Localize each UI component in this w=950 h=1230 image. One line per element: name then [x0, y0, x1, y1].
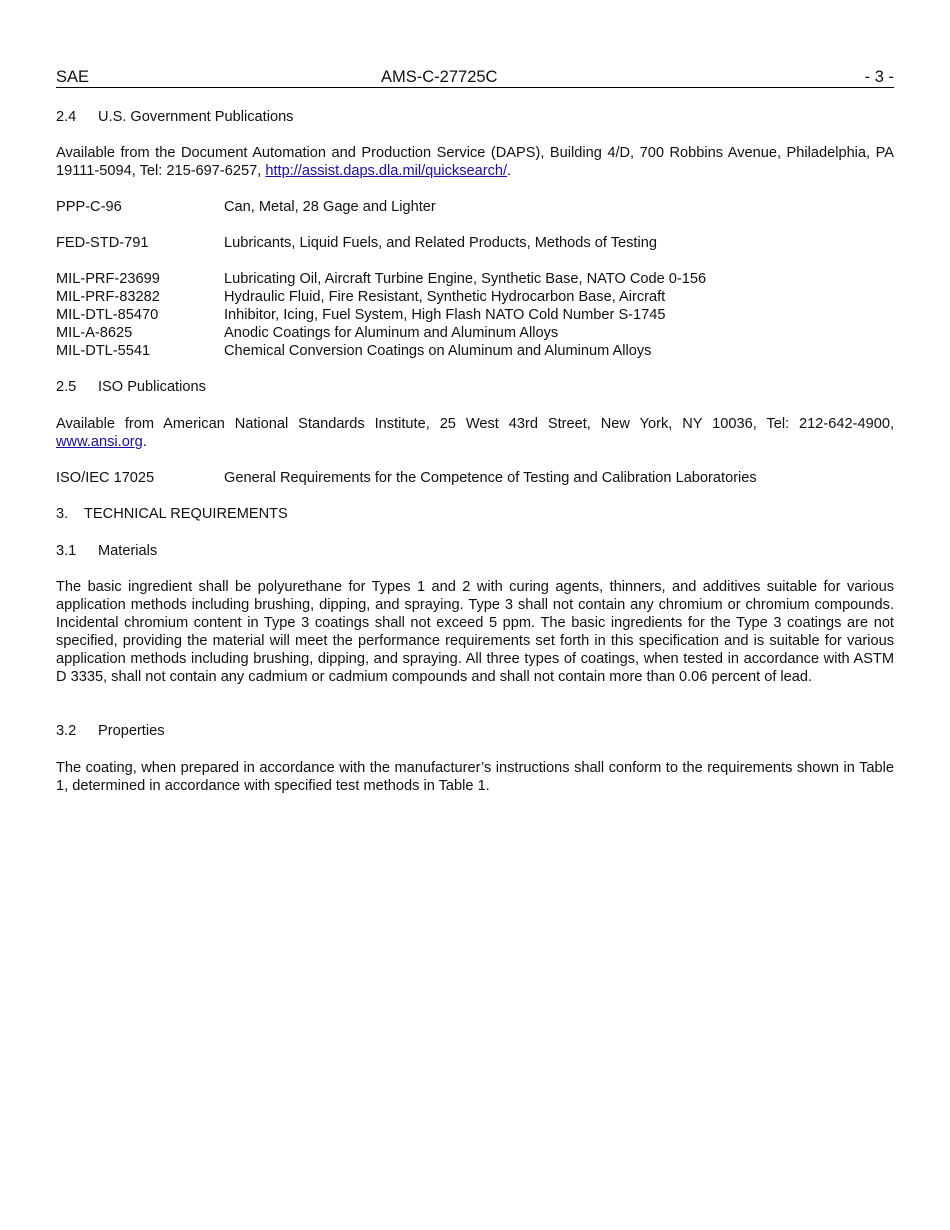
reference-title: Hydraulic Fluid, Fire Resistant, Synthetic Hydrocarbon Base, Aircraft [224, 289, 666, 305]
reference-title: Anodic Coatings for Aluminum and Aluminum Alloys [224, 325, 559, 341]
reference-code: MIL-PRF-83282 [56, 289, 160, 305]
availability-period: . [142, 434, 147, 450]
section-number: 2.5 [56, 379, 77, 395]
reference-code: MIL-A-8625 [56, 325, 133, 341]
reference-title: Chemical Conversion Coatings on Aluminum and Aluminum Alloys [224, 343, 652, 359]
availability-text: Available from American National Standards Institute, 25 West 43rd Street, New York, NY 10036, Tel: 212-642-4900, [56, 416, 894, 432]
reference-code: FED-STD-791 [56, 235, 149, 251]
section-2-4-availability [56, 144, 894, 180]
reference-row [56, 342, 894, 360]
section-number: 3.2 [56, 723, 77, 739]
section-title: U.S. Government Publications [98, 109, 294, 125]
availability-text: Available from the Document Automation and Production Service (DAPS), Building 4/D, 700 Robbins Avenue, Philadelphia, PA 19111-5094, Tel: 215-697-6257, [56, 145, 894, 179]
reference-row [56, 306, 894, 324]
reference-title: Inhibitor, Icing, Fuel System, High Flash NATO Cold Number S-1745 [224, 307, 666, 323]
reference-code: MIL-DTL-85470 [56, 307, 159, 323]
page-header [56, 67, 894, 88]
section-3-1-heading [56, 542, 894, 560]
header-page-number: - 3 - [864, 68, 894, 86]
reference-row [56, 198, 894, 216]
reference-code: PPP-C-96 [56, 199, 122, 215]
reference-row [56, 324, 894, 342]
section-number: 3. [56, 506, 69, 522]
header-org: SAE [56, 68, 90, 86]
section-3-heading [56, 505, 894, 523]
header-doc-number: AMS-C-27725C [381, 68, 498, 86]
reference-row [56, 270, 894, 288]
section-title: Materials [98, 543, 158, 559]
section-title: TECHNICAL REQUIREMENTS [84, 506, 288, 522]
section-number: 3.1 [56, 543, 77, 559]
availability-period: . [507, 163, 512, 179]
section-title: Properties [98, 723, 165, 739]
section-2-5-heading [56, 378, 894, 396]
section-3-1-body: The basic ingredient shall be polyurethane for Types 1 and 2 with curing agents, thinners, and additives suitable for various application methods including brushing, dipping, and spraying. Type 3 shall not contain any chromium or chromium compounds. Incidental chromium content in Type 3 coatings shall not exceed 5 ppm. The basic ingredients for the Type 3 coatings are not specified, providing the material will meet the performance requirements set forth in this specification and is suitable for various application methods including brushing, dipping, and spraying. All three types of coatings, when tested in accordance with ASTM D 3335, shall not contain any cadmium or cadmium compounds and shall not contain more than 0.06 percent of lead. [56, 579, 894, 685]
section-2-4-heading [56, 108, 894, 126]
section-2-5-availability [56, 415, 894, 451]
reference-title: Lubricants, Liquid Fuels, and Related Products, Methods of Testing [224, 235, 657, 251]
section-3-2-body: The coating, when prepared in accordance with the manufacturer’s instructions shall conform to the requirements shown in Table 1, determined in accordance with specified test methods in Table 1. [56, 760, 894, 794]
reference-code: MIL-PRF-23699 [56, 271, 160, 287]
reference-title: General Requirements for the Competence of Testing and Calibration Laboratories [224, 470, 757, 486]
reference-title: Can, Metal, 28 Gage and Lighter [224, 199, 436, 215]
section-number: 2.4 [56, 109, 77, 125]
reference-code: MIL-DTL-5541 [56, 343, 151, 359]
assist-link[interactable]: http://assist.daps.dla.mil/quicksearch/ [265, 163, 508, 179]
reference-row [56, 469, 894, 487]
ansi-link[interactable]: www.ansi.org [56, 434, 143, 450]
section-3-2-heading [56, 722, 894, 740]
reference-code: ISO/IEC 17025 [56, 470, 155, 486]
reference-title: Lubricating Oil, Aircraft Turbine Engine, Synthetic Base, NATO Code 0-156 [224, 271, 707, 287]
reference-row [56, 288, 894, 306]
section-title: ISO Publications [98, 379, 206, 395]
reference-row [56, 234, 894, 252]
